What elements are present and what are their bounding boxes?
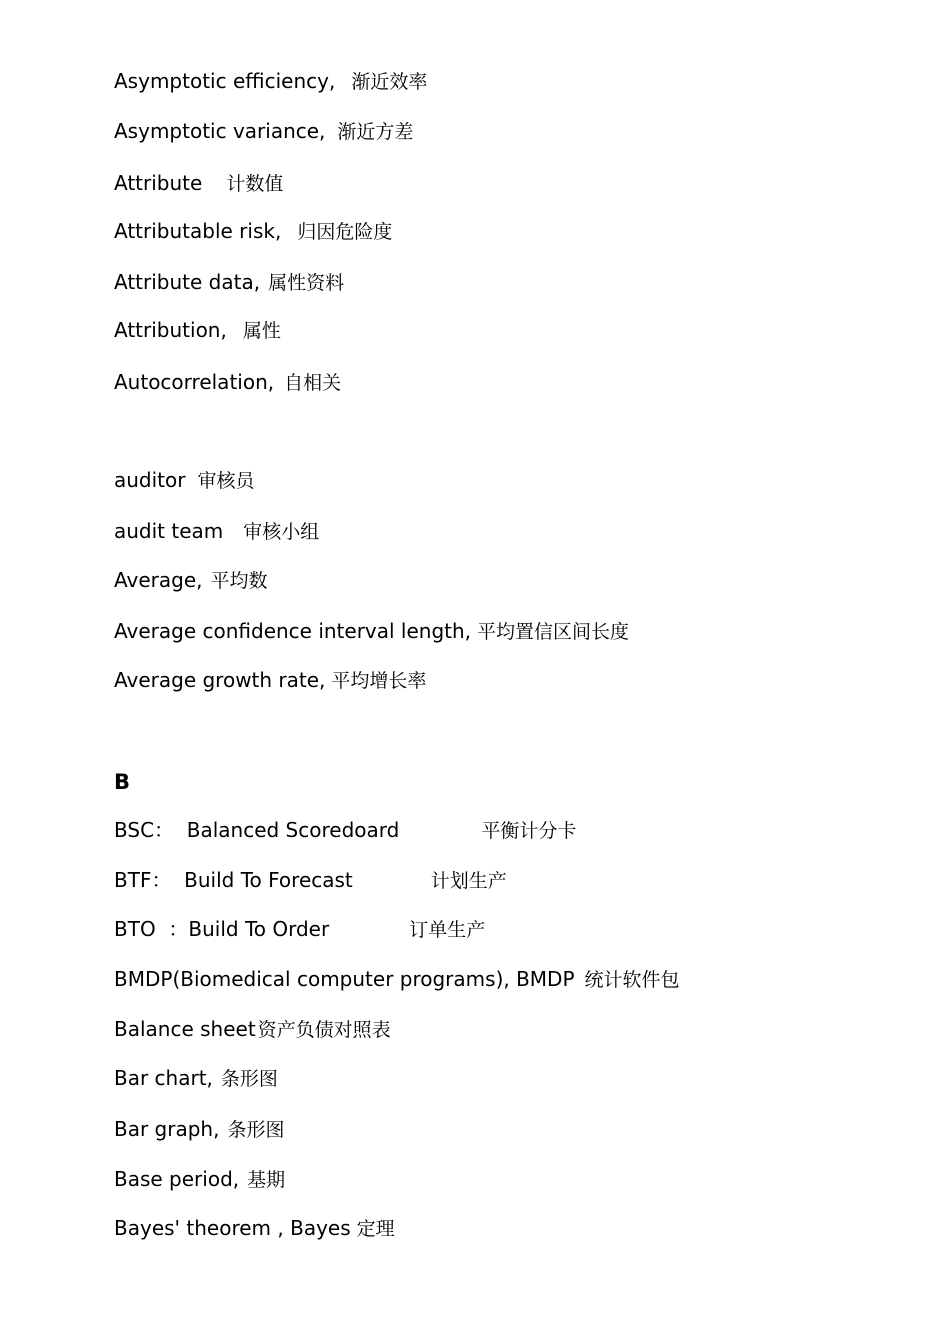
- glossary-entry: [114, 868, 507, 893]
- term-english: Bar graph,: [114, 1117, 220, 1141]
- glossary-entry: [114, 568, 268, 593]
- term-chinese: 自相关: [284, 372, 342, 394]
- term-chinese: 条形图: [227, 1119, 285, 1141]
- term-chinese: 渐近效率: [351, 71, 428, 93]
- glossary-entry: [114, 171, 283, 196]
- glossary-entry: [114, 668, 426, 693]
- glossary-entry: [114, 1216, 395, 1241]
- term-chinese: 审核员: [197, 470, 255, 492]
- term-english: Bar chart,: [114, 1066, 213, 1090]
- term-chinese: 归因危险度: [297, 221, 393, 243]
- glossary-entry: [114, 818, 576, 843]
- glossary-entry: [114, 519, 319, 544]
- term-english: Average,: [114, 568, 203, 592]
- term-english: Attributable risk,: [114, 219, 282, 243]
- term-english: Base period,: [114, 1167, 240, 1191]
- term-english: Asymptotic variance,: [114, 119, 326, 143]
- term-english: Average confidence interval length,: [114, 619, 472, 643]
- term-chinese: 计数值: [226, 173, 284, 195]
- glossary-entry: [114, 917, 485, 942]
- term-english: Attribute: [114, 171, 203, 195]
- term-chinese: 平均置信区间长度: [477, 621, 630, 643]
- glossary-entry: [114, 219, 392, 244]
- term-english: Autocorrelation,: [114, 370, 275, 394]
- glossary-entry: [114, 468, 255, 493]
- glossary-entry: [114, 318, 281, 343]
- glossary-entry: [114, 967, 680, 992]
- term-english: audit team: [114, 519, 224, 543]
- term-english: auditor: [114, 468, 186, 492]
- term-english: BTO ：Build To Order: [114, 917, 330, 941]
- section-heading-b: B: [114, 770, 131, 794]
- term-chinese: 属性资料: [268, 272, 345, 294]
- term-chinese: 平均增长率: [331, 670, 427, 692]
- glossary-entry: [114, 270, 344, 295]
- glossary-entry: [114, 1066, 278, 1091]
- glossary-entry: [114, 1017, 391, 1042]
- glossary-entry: [114, 370, 341, 395]
- term-chinese: 计划生产: [430, 870, 507, 892]
- term-chinese: 条形图: [220, 1068, 278, 1090]
- term-english: BSC： Balanced Scoredoard: [114, 818, 400, 842]
- term-chinese: 审核小组: [243, 521, 320, 543]
- term-chinese: 渐近方差: [337, 121, 414, 143]
- term-chinese: 资产负债对照表: [257, 1019, 391, 1041]
- glossary-entry: [114, 1117, 284, 1142]
- term-english: Balance sheet: [114, 1017, 256, 1041]
- term-english: Attribute data,: [114, 270, 261, 294]
- term-english: Bayes' theorem , Bayes: [114, 1216, 351, 1240]
- term-chinese: 平衡计分卡: [481, 820, 577, 842]
- term-english: BTF： Build To Forecast: [114, 868, 353, 892]
- term-chinese: 定理: [356, 1218, 395, 1240]
- term-chinese: 订单生产: [409, 919, 486, 941]
- term-english: BMDP(Biomedical computer programs), BMDP: [114, 967, 575, 991]
- term-english: Asymptotic efficiency,: [114, 69, 336, 93]
- term-chinese: 平均数: [210, 570, 268, 592]
- term-chinese: 基期: [247, 1169, 286, 1191]
- term-chinese: 统计软件包: [584, 969, 680, 991]
- glossary-entry: [114, 119, 413, 144]
- term-chinese: 属性: [242, 320, 281, 342]
- glossary-entry: [114, 619, 629, 644]
- term-english: Average growth rate,: [114, 668, 326, 692]
- term-english: Attribution,: [114, 318, 227, 342]
- glossary-entry: [114, 1167, 285, 1192]
- glossary-entry: [114, 69, 427, 94]
